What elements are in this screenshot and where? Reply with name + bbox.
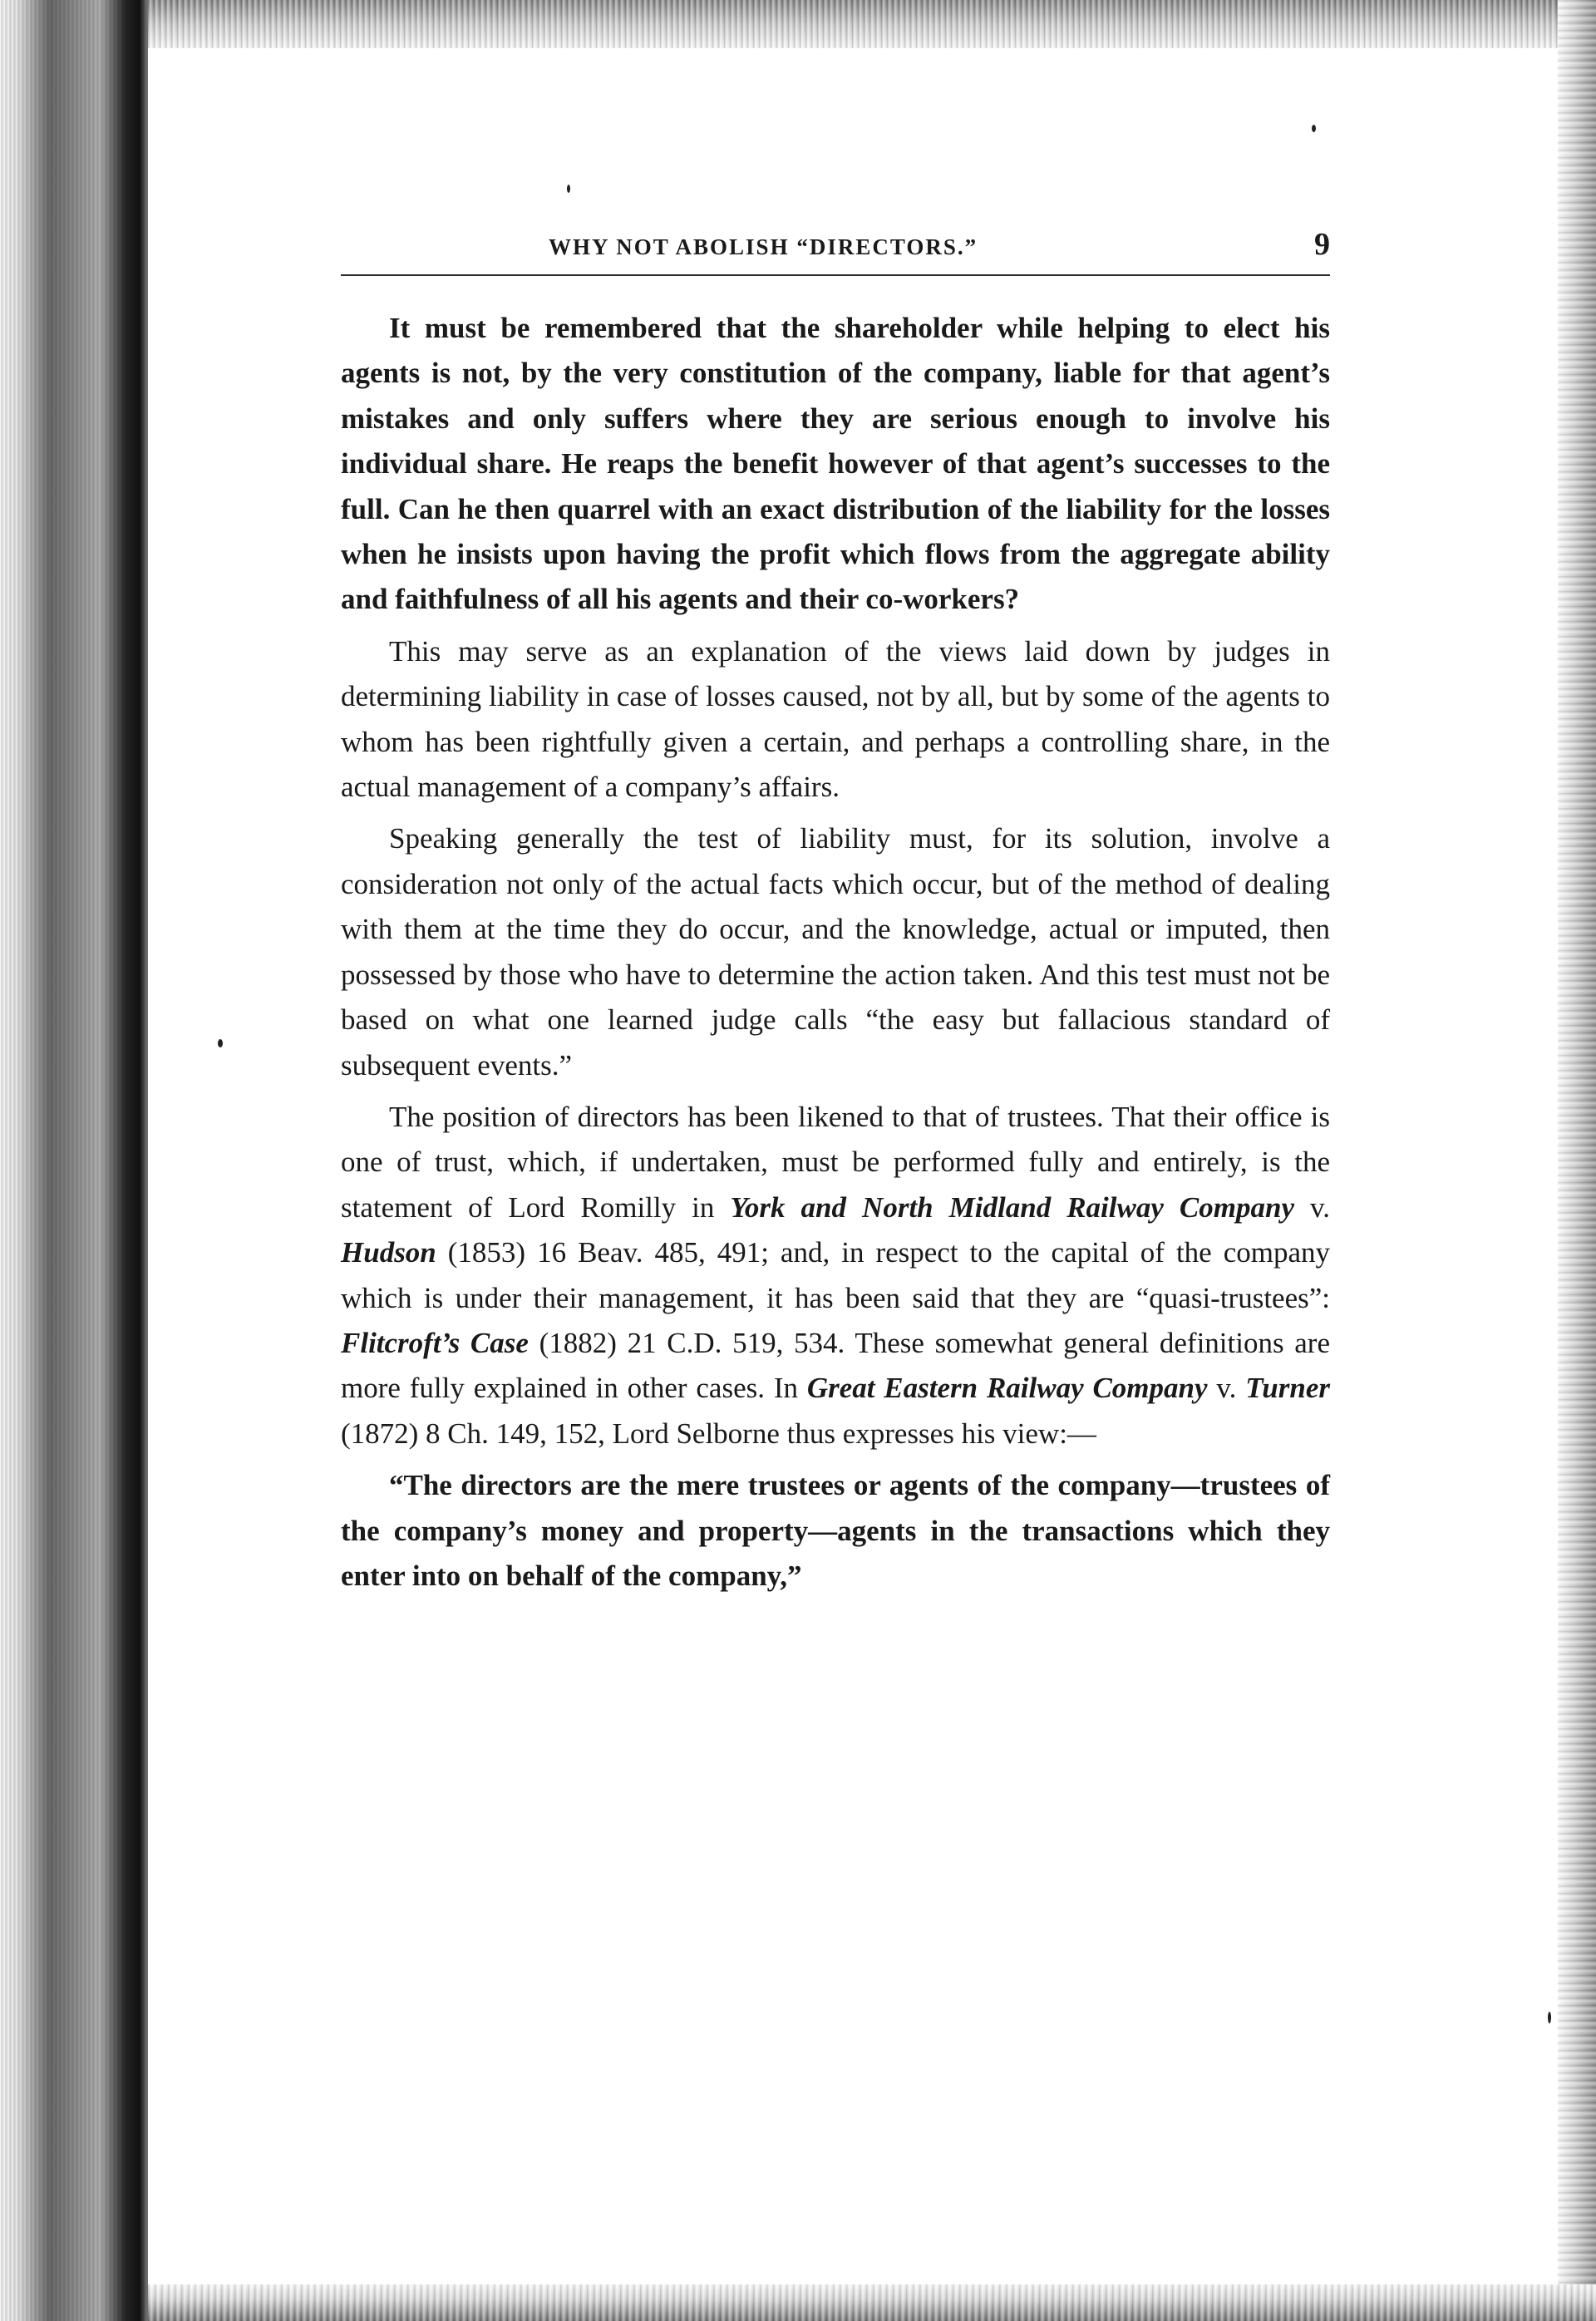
paragraph-quotation-selborne [341,1463,1330,1599]
case-name: Flitcroft’s Case [341,1326,529,1359]
paragraph-shareholder-liability [341,306,1330,623]
running-title: WHY NOT ABOLISH “DIRECTORS.” [549,234,978,259]
scan-bottom-edge [148,2284,1596,2321]
book-page [341,224,1330,1605]
page-number: 9 [1314,227,1330,262]
case-name: York and North Midland Railway Company [730,1190,1294,1224]
scan-speck [1312,125,1316,132]
scan-top-edge [148,0,1596,48]
scan-binding-shadow [0,0,148,2321]
text-run: “The directors are the mere trustees or agents of the company—trustees of the company’s money and property—agents in the transactions which they enter into on behalf of the company,” [341,1469,1330,1592]
text-run: It must be remembered that the shareholder while helping to elect his agents is not, by the very constitution of the company, liable for that agent’s mistakes and only suffers where they are serious enough to involve his individual share. He reaps the benefit however of that agent’s successes to the full. Can he then quarrel with an exact distribution of the liability for the losses when he insists upon having the profit which flows from the aggregate ability and faithfulness of all his agents and their co-workers? [341,312,1330,616]
paragraph-test-of-liability [341,816,1330,1087]
running-header [341,224,1330,276]
paragraph-directors-as-trustees [341,1095,1330,1456]
case-name: Great Eastern Railway Company [806,1372,1208,1405]
text-run: v. [1293,1190,1330,1224]
scan-speck [218,1039,223,1047]
text-run: This may serve as an explanation of the views laid down by judges in determining liability in case of losses caused, not by all, but by some of the agents to whom has been rightfully given a certain, and perhaps a controlling share, in the actual management of a company’s affairs. [341,634,1330,804]
text-run: The position of directors has been likened to that of trustees. That their office is one of trust, which, if undertaken, must be performed fully and entirely, is the statement of Lord Romilly in [341,1100,1330,1224]
text-run: Speaking generally the test of liability must, for its solution, involve a consideration not only of the actual facts which occur, but of the method of dealing with them at the time they do occur, and the knowledge, actual or imputed, then possessed by those who have to determine the action taken. And this test must not be based on what one learned judge calls “the easy but fallacious standard of subsequent events.” [341,822,1330,1082]
text-run: (1853) 16 Beav. 485, 491; and, in respect to the capital of the company which is under their management, it has been said that they are “quasi-trustees”: [341,1236,1330,1314]
case-name: Turner [1245,1372,1330,1405]
paragraph-explanation [341,629,1330,811]
text-run: v. [1207,1372,1246,1405]
body-text [341,306,1330,1599]
scan-speck [567,185,570,193]
scan-speck [1548,2012,1551,2023]
case-name: Hudson [341,1236,436,1269]
text-run: (1882) 21 C.D. 519, 534. These somewhat general definitions are more fully explained in other cases. In [341,1326,1330,1405]
scan-right-edge [1558,0,1596,2321]
text-run: (1872) 8 Ch. 149, 152, Lord Selborne thus expresses his view:— [341,1417,1096,1450]
